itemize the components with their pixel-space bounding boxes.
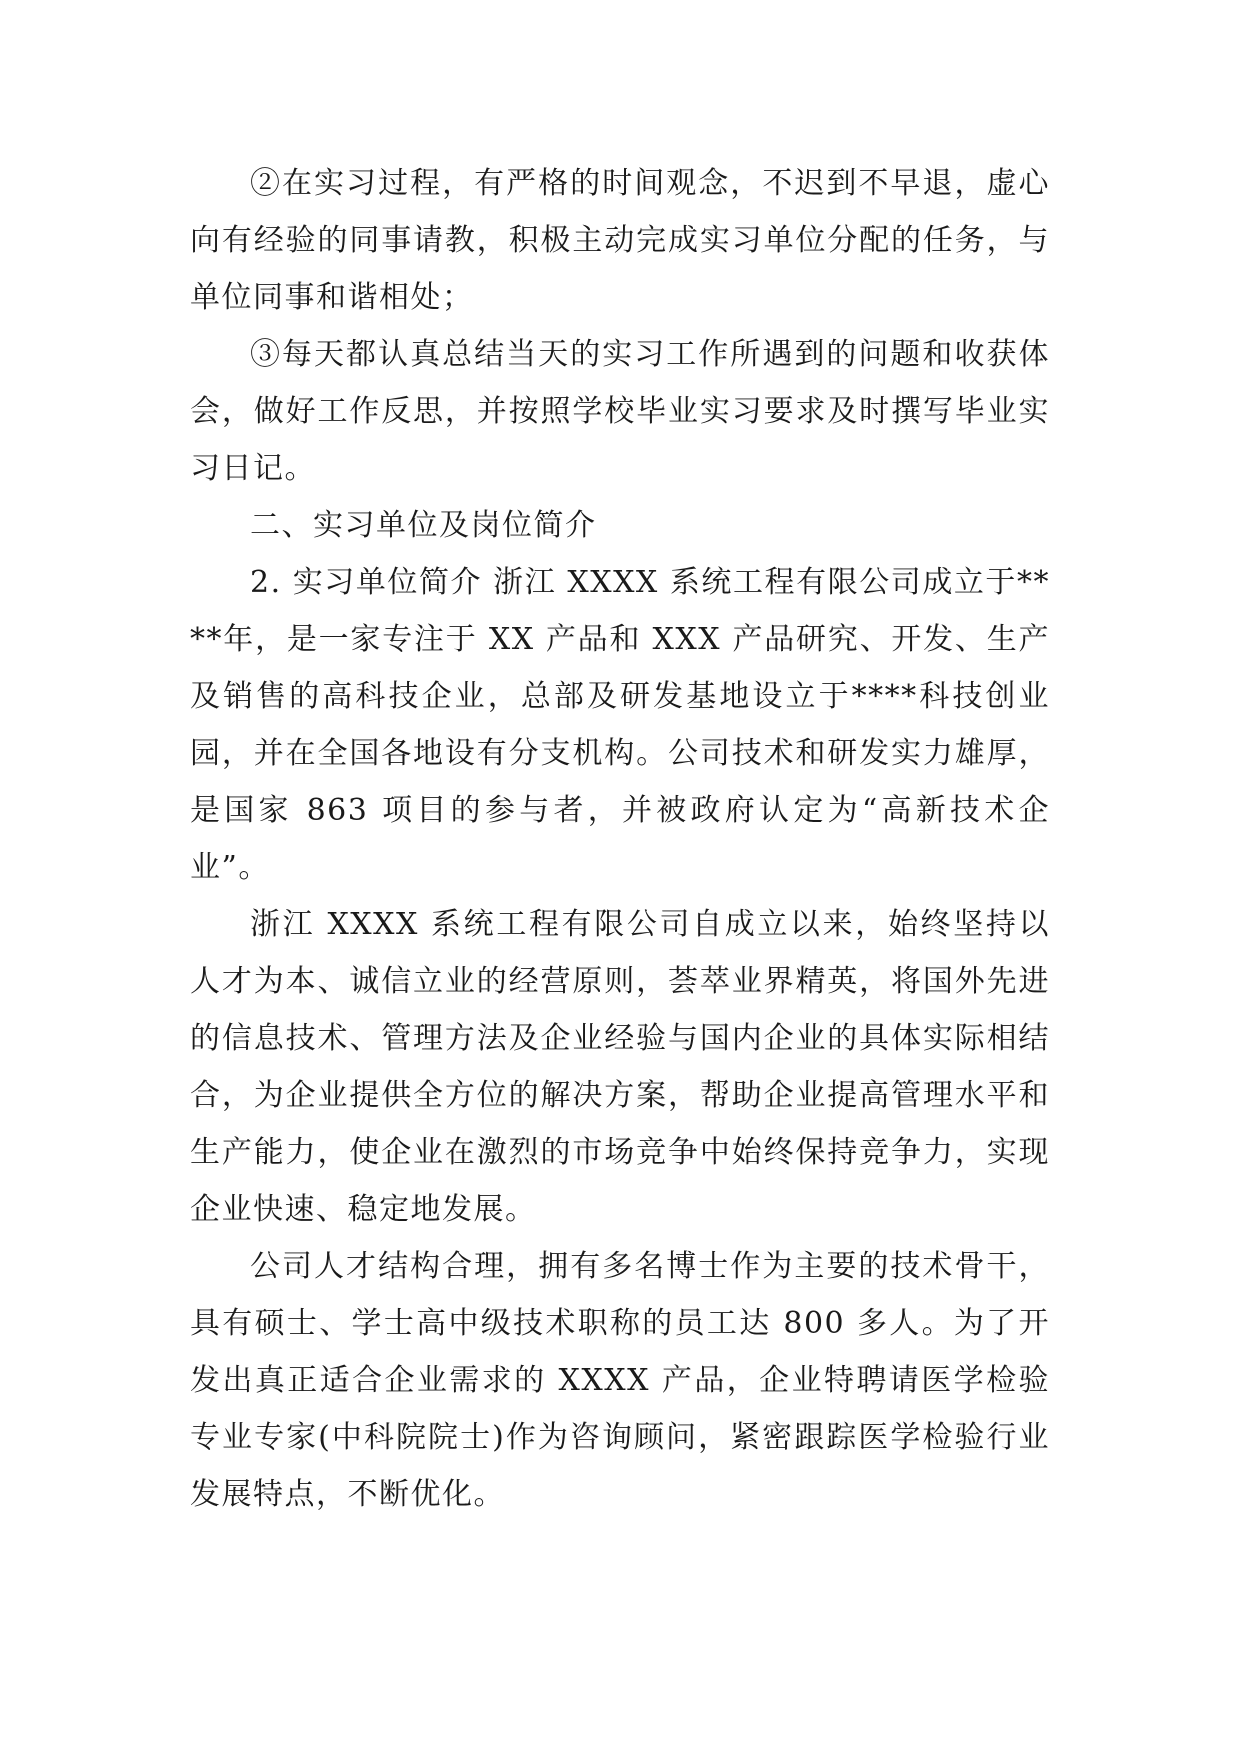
section-heading: 二、实习单位及岗位简介 — [250, 508, 597, 543]
document-body — [190, 155, 1050, 1523]
paragraph-company-staff: 公司人才结构合理，拥有多名博士作为主要的技术骨干，具有硕士、学士高中级技术职称的员工达 800 多人。为了开发出真正适合企业需求的 XXXX 产品，企业特聘请医学检验专业专家(中科院院士)作为咨询顾问，紧密跟踪医学检验行业发展特点，不断优化。 — [190, 1249, 1050, 1512]
paragraph-work-discipline: ②在实习过程，有严格的时间观念，不迟到不早退，虚心向有经验的同事请教，积极主动完成实习单位分配的任务，与单位同事和谐相处； — [190, 166, 1050, 315]
paragraph-company-principles: 浙江 XXXX 系统工程有限公司自成立以来，始终坚持以人才为本、诚信立业的经营原则，荟萃业界精英，将国外先进的信息技术、管理方法及企业经验与国内企业的具体实际相结合，为企业提供全方位的解决方案，帮助企业提高管理水平和生产能力，使企业在激烈的市场竞争中始终保持竞争力，实现企业快速、稳定地发展。 — [190, 907, 1050, 1227]
paragraph-company-intro: 2. 实习单位简介 浙江 XXXX 系统工程有限公司成立于****年，是一家专注于 XX 产品和 XXX 产品研究、开发、生产及销售的高科技企业，总部及研发基地设立于****科技创业园，并在全国各地设有分支机构。公司技术和研发实力雄厚，是国家 863 项目的参与者，并被政府认定为“高新技术企业”。 — [190, 565, 1050, 885]
paragraph-daily-summary: ③每天都认真总结当天的实习工作所遇到的问题和收获体会，做好工作反思，并按照学校毕业实习要求及时撰写毕业实习日记。 — [190, 337, 1050, 486]
